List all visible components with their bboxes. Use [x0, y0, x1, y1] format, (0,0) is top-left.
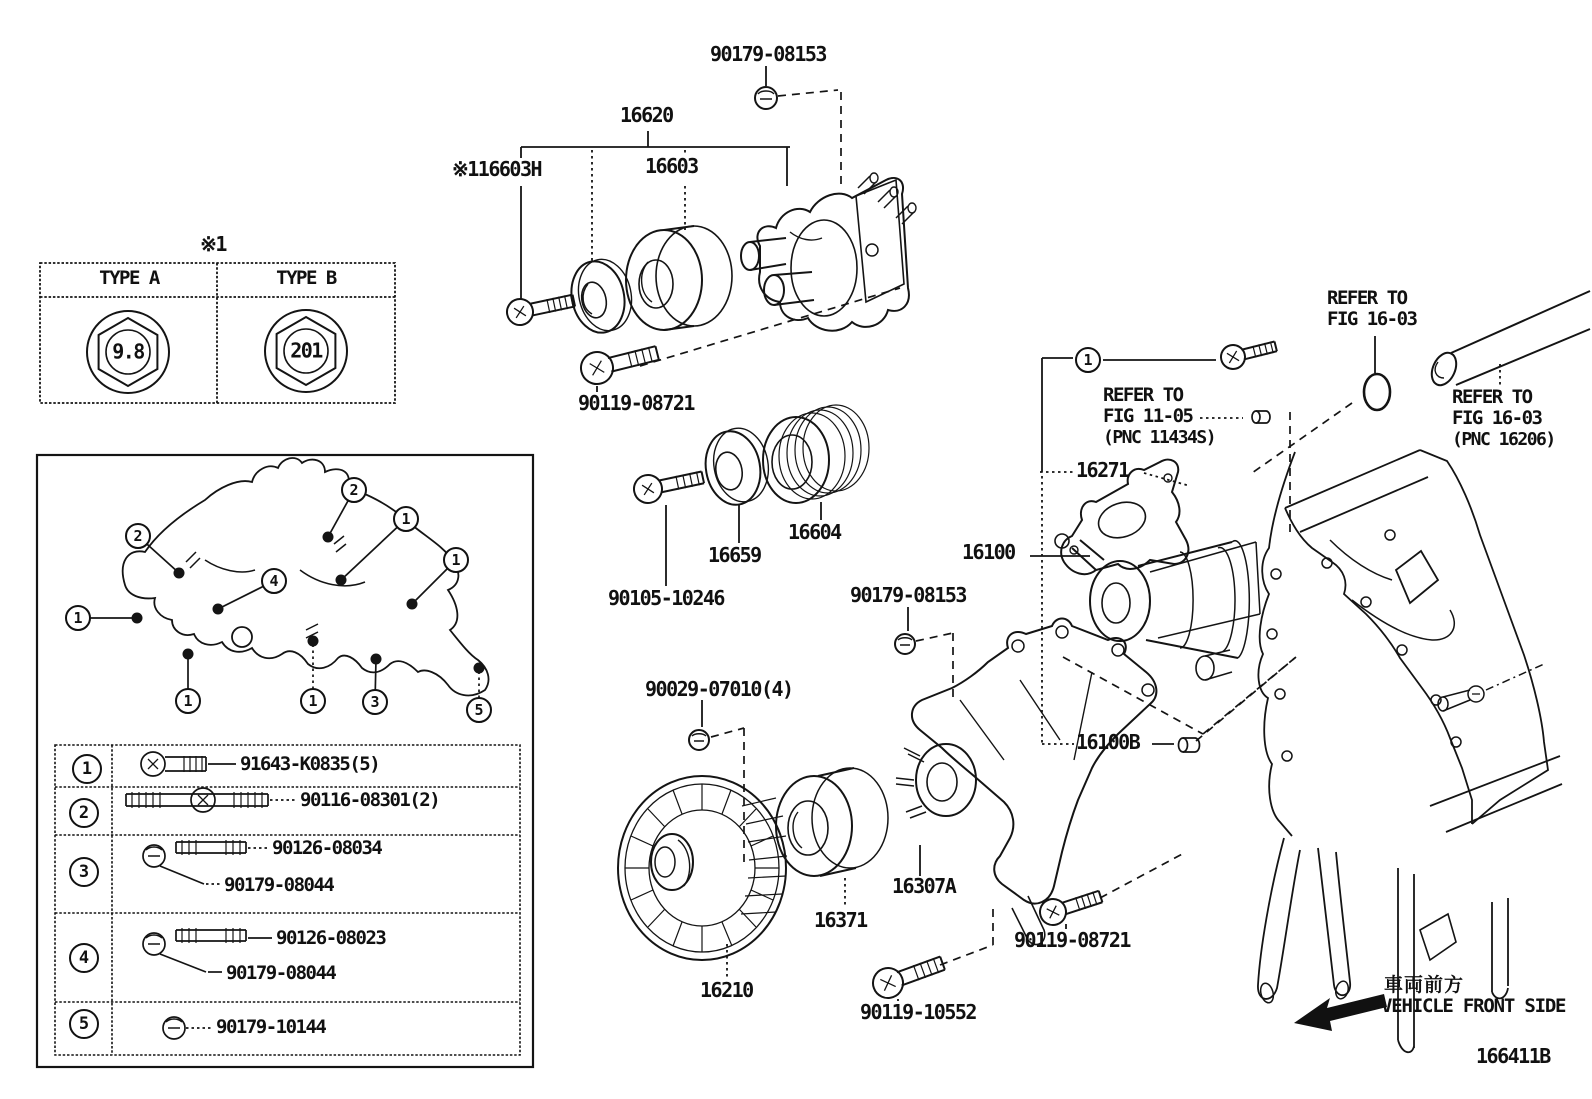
- note-line: (PNC 11434S): [1103, 427, 1216, 448]
- part-label-90119-10552: 90119-10552: [860, 1000, 976, 1024]
- table-part-number: 90126-08023: [276, 927, 386, 949]
- part-label-90029-07010: 90029-07010(4): [645, 677, 793, 701]
- timing-cover-drawing: [1258, 450, 1562, 1052]
- table-row-number: 2: [69, 798, 99, 828]
- type-a-torque-value: 9.8: [112, 339, 144, 364]
- hub-16307a: [896, 744, 976, 818]
- tensioner-body: [741, 173, 916, 331]
- callout-circle-1-right: 1: [1075, 347, 1101, 373]
- note-refer-fig16-03-right: [1452, 387, 1555, 450]
- note-refer-fig11-05: [1103, 385, 1215, 448]
- part-label-16307a: 16307A: [892, 874, 956, 898]
- part-label-16371: 16371: [814, 908, 867, 932]
- callout-circle-2: 2: [341, 477, 367, 503]
- note-line: REFER TO: [1452, 386, 1532, 408]
- callout-circle-2: 2: [125, 523, 151, 549]
- bolt-90119-08721-right: [1037, 884, 1105, 928]
- callout-circle-3: 3: [362, 689, 388, 715]
- bolt-90119-08721-top: [578, 337, 661, 387]
- pulley-16604: [763, 405, 869, 503]
- table-part-number: 91643-K0835(5): [240, 753, 380, 775]
- note-refer-fig16-03-top: [1327, 288, 1416, 330]
- figure-code: 166411B: [1476, 1044, 1550, 1068]
- part-label-90179-08153-top: 90179-08153: [710, 42, 826, 66]
- part-label-16100: 16100: [962, 540, 1015, 564]
- fan-clutch-drawing: [618, 776, 787, 978]
- table-row-number: 3: [69, 857, 99, 887]
- bolt-16603h: [505, 288, 577, 328]
- callout-circle-1: 1: [175, 688, 201, 714]
- fastener-table-frame: [55, 745, 520, 1055]
- callout-dots: [132, 532, 485, 674]
- table-row-number: 5: [69, 1009, 99, 1039]
- callout-circle-5: 5: [466, 697, 492, 723]
- table-part-number: 90179-08044: [224, 874, 334, 896]
- vehicle-front-label-en: VEHICLE FRONT SIDE: [1381, 995, 1566, 1017]
- note1-title: ※1: [200, 232, 226, 256]
- note-line: FIG 16-03: [1452, 407, 1542, 429]
- idler-pulley-16603: [626, 226, 732, 330]
- part-label-90179-08153-mid: 90179-08153: [850, 583, 966, 607]
- callout-circle-1: 1: [393, 506, 419, 532]
- note-line: FIG 16-03: [1327, 308, 1417, 330]
- callout-circle-4: 4: [261, 568, 287, 594]
- type-b-header: TYPE B: [276, 267, 336, 289]
- table-part-number: 90116-08301(2): [300, 789, 440, 811]
- pulley-16371-drawing: [776, 768, 888, 908]
- table-part-number: 90179-08044: [226, 962, 336, 984]
- nut-90179-08153-top: [755, 87, 777, 109]
- part-label-90119-08721-right: 90119-08721: [1014, 928, 1130, 952]
- callout-circle-1: 1: [443, 547, 469, 573]
- part-label-16210: 16210: [700, 978, 753, 1002]
- type-a-header: TYPE A: [99, 267, 159, 289]
- table-part-number: 90126-08034: [272, 837, 382, 859]
- bolt-90119-10552: [869, 949, 948, 1002]
- part-label-16604: 16604: [788, 520, 841, 544]
- tensioner-assembly-drawing: [505, 66, 916, 392]
- plug-11434s: [1252, 411, 1270, 423]
- part-label-16620: 16620: [620, 103, 673, 127]
- note-line: FIG 11-05: [1103, 405, 1193, 427]
- bracket-drawing: [896, 619, 1296, 966]
- type-b-torque-value: 201: [290, 338, 322, 363]
- vehicle-front-label-jp: 車両前方: [1384, 974, 1465, 996]
- callout-circle-1: 1: [65, 605, 91, 631]
- table-part-number: 90179-10144: [216, 1016, 326, 1038]
- part-label-16271: 16271: [1076, 458, 1129, 482]
- part-label-90119-08721-top: 90119-08721: [578, 391, 694, 415]
- note-line: REFER TO: [1327, 287, 1407, 309]
- table-row-number: 4: [69, 943, 99, 973]
- o-ring-drawing: [1364, 374, 1390, 410]
- part-label-16100b: 16100B: [1076, 730, 1140, 754]
- note-line: REFER TO: [1103, 384, 1183, 406]
- part-label-16603h: ※116603H: [452, 157, 542, 181]
- bolt-callout1-right: [1218, 335, 1278, 372]
- table-row-number: 1: [72, 754, 102, 784]
- mid-nuts: [689, 607, 953, 868]
- note-line: (PNC 16206): [1452, 429, 1555, 450]
- part-label-16603: 16603: [645, 154, 698, 178]
- callout-circle-1: 1: [300, 688, 326, 714]
- bolt-90105-10246: [631, 464, 705, 506]
- part-label-16659: 16659: [708, 543, 761, 567]
- part-label-90105-10246: 90105-10246: [608, 586, 724, 610]
